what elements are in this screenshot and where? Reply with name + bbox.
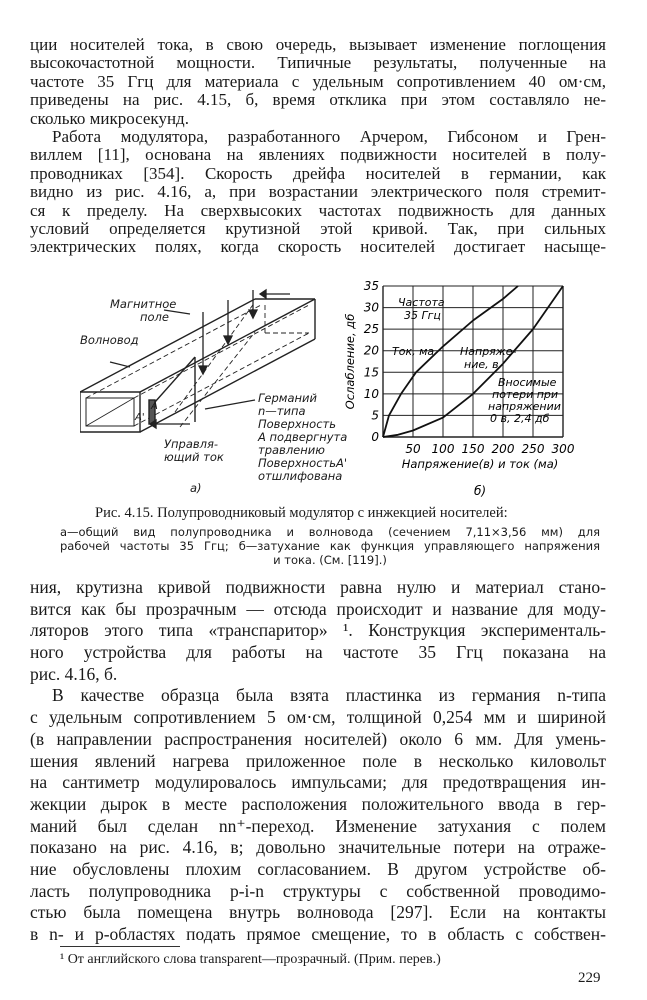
figure-caption-title: Рис. 4.15. Полупроводниковый модулятор с инжекцией носителей: (95, 505, 508, 521)
text-line: ние обусловлены плохим согласованием. В другом устройстве об- (30, 858, 606, 879)
y-tick-label: 15 (363, 365, 379, 380)
label-germanium (258, 392, 347, 483)
mark-a-prime: А' (135, 412, 145, 423)
y-tick-label: 0 (371, 430, 379, 444)
x-tick-label: 250 (521, 442, 545, 456)
page-number: 229 (578, 970, 601, 986)
chart-annotation: Частота (398, 296, 445, 309)
label-line: травлению (258, 443, 325, 457)
y-tick-label: 20 (363, 343, 379, 358)
text-line: с удельным сопротивлением 5 ом·см, толщиной 0,254 мм и шириной (30, 707, 606, 728)
text-line: Работа модулятора, разработанного Арчером, Гибсоном и Грен- (52, 126, 606, 146)
footnote-divider (60, 946, 180, 947)
chart-annotation: ние, в (464, 358, 499, 371)
label-line: поле (140, 310, 169, 324)
label-line: А подвергнута (258, 430, 348, 444)
text-line: ся к пределу. На сверхвысоких частотах подвижность для данных (30, 200, 606, 220)
label-line: Магнитное (110, 297, 177, 311)
caption-line: рабочей частоты 35 Ггц; б—затухание как функция управляющего напряжения (60, 539, 600, 553)
figure-caption-body (60, 525, 600, 567)
footnote: ¹ От английского слова transparent—прозрачный. (Прим. перев.) (60, 952, 441, 967)
label-line: Поверхность (258, 417, 336, 431)
chart-annotation: Ток, ма (392, 345, 435, 358)
top-paragraphs (30, 36, 606, 257)
text-line: шения явлений нагрева приложенное поле в несколько киловольт (30, 750, 606, 771)
text-line: показано на рис. 4.16, в; довольно значительные потери на отраже- (30, 837, 606, 858)
label-waveguide: Волновод (80, 333, 139, 347)
attenuation-chart (340, 272, 610, 502)
y-tick-label: 5 (371, 408, 379, 423)
text-line: сколько микросекунд. (30, 108, 189, 128)
chart-annotation: напряжении (488, 400, 561, 413)
text-line: ного устройства для работы на частоте 35 Ггц показана на (30, 642, 606, 663)
x-tick-label: 200 (491, 442, 515, 456)
label-control-current (164, 438, 224, 464)
y-tick-label: 35 (363, 279, 379, 293)
text-line: проводниках [354]. Скорость дрейфа носителей в германии, как (30, 163, 606, 183)
text-line: ласть полупроводника p-i-n структуры с собственной проводимо- (30, 880, 606, 901)
chart-annotation: 35 Ггц (404, 309, 441, 322)
chart-annotation: потери при (492, 388, 559, 401)
text-line: видно из рис. 4.16, а, при возрастании электрического поля стремит- (30, 182, 606, 202)
figure-b-sublabel: б) (473, 484, 487, 498)
text-line: стью была помещена внутрь волновода [297]. Если на контакты (30, 902, 606, 923)
y-tick-label: 30 (363, 300, 379, 315)
figure-a-sublabel: а) (190, 481, 202, 495)
caption-line: а—общий вид полупроводника и волновода (сечением 7,11×3,56 мм) для (60, 525, 600, 539)
x-axis-label: Напряжение(в) и ток (ма) (401, 457, 559, 471)
text-line: условий определяется крутизной этой кривой. Так, при сильных (30, 218, 606, 238)
chart-annotation: Напряже- (460, 345, 517, 358)
text-line: В качестве образца была взята пластинка из германия n-типа (52, 685, 606, 706)
label-magnetic-field (110, 298, 176, 324)
label-line: n—типа (258, 404, 306, 418)
y-axis-label: Ослабление, дб (343, 313, 357, 410)
text-line: рис. 4.16, б. (30, 663, 118, 684)
label-line: ПоверхностьА' (258, 456, 348, 470)
bottom-paragraphs (30, 577, 606, 946)
y-tick-label: 25 (363, 322, 379, 337)
text-line: виллем [11], основана на явлениях подвижности носителей в полу- (30, 145, 606, 165)
text-line: вится как бы прозрачным — отсюда происходит и название для моду- (30, 598, 606, 619)
x-tick-label: 50 (405, 442, 421, 456)
x-tick-label: 100 (431, 442, 455, 456)
text-line: маний был сделан nn⁺-переход. Изменение затухания с полем (30, 815, 606, 836)
text-line: электрических полях, когда скорость носителей достигает насыще- (30, 237, 606, 257)
chart-annotation: 0 в, 2,4 дб (490, 412, 550, 425)
text-line: (в направлении распространения носителей) около 6 мм. Для умень- (30, 728, 606, 749)
x-tick-label: 150 (461, 442, 485, 456)
label-line: ющий ток (164, 450, 224, 464)
text-line: ции носителей тока, в свою очередь, вызывает изменение поглощения (30, 35, 606, 54)
text-line: ляторов этого типа «транспаритор» ¹. Конструкция эксперименталь- (30, 620, 606, 641)
x-tick-label: 300 (551, 442, 575, 456)
text-line: на сантиметр модулировалось импульсами; для предотвращения ин- (30, 772, 606, 793)
y-tick-label: 10 (363, 386, 379, 401)
label-line: Германий (258, 391, 317, 405)
text-line: ния, крутизна кривой подвижности равна нулю и материал стано- (30, 577, 606, 597)
text-line: частоте 35 Ггц для материала с удельным сопротивлением 40 ом·см, (30, 71, 606, 91)
label-line: отшлифована (258, 469, 343, 483)
caption-line: и тока. (См. [119].) (273, 553, 387, 567)
mark-a: А (151, 401, 158, 412)
text-line: жекции дырок в месте расположения положительного ввода в гер- (30, 793, 606, 814)
text-line: высокочастотной мощности. Типичные результаты, полученные на (30, 53, 606, 73)
text-line: в n- и p-областях подать прямое смещение, то в область с собствен- (30, 924, 606, 944)
chart-annotation: Вносимые (498, 376, 557, 389)
text-line: приведены на рис. 4.15, б, время отклика при этом составляло не- (30, 90, 606, 110)
label-line: Управля- (164, 437, 219, 451)
